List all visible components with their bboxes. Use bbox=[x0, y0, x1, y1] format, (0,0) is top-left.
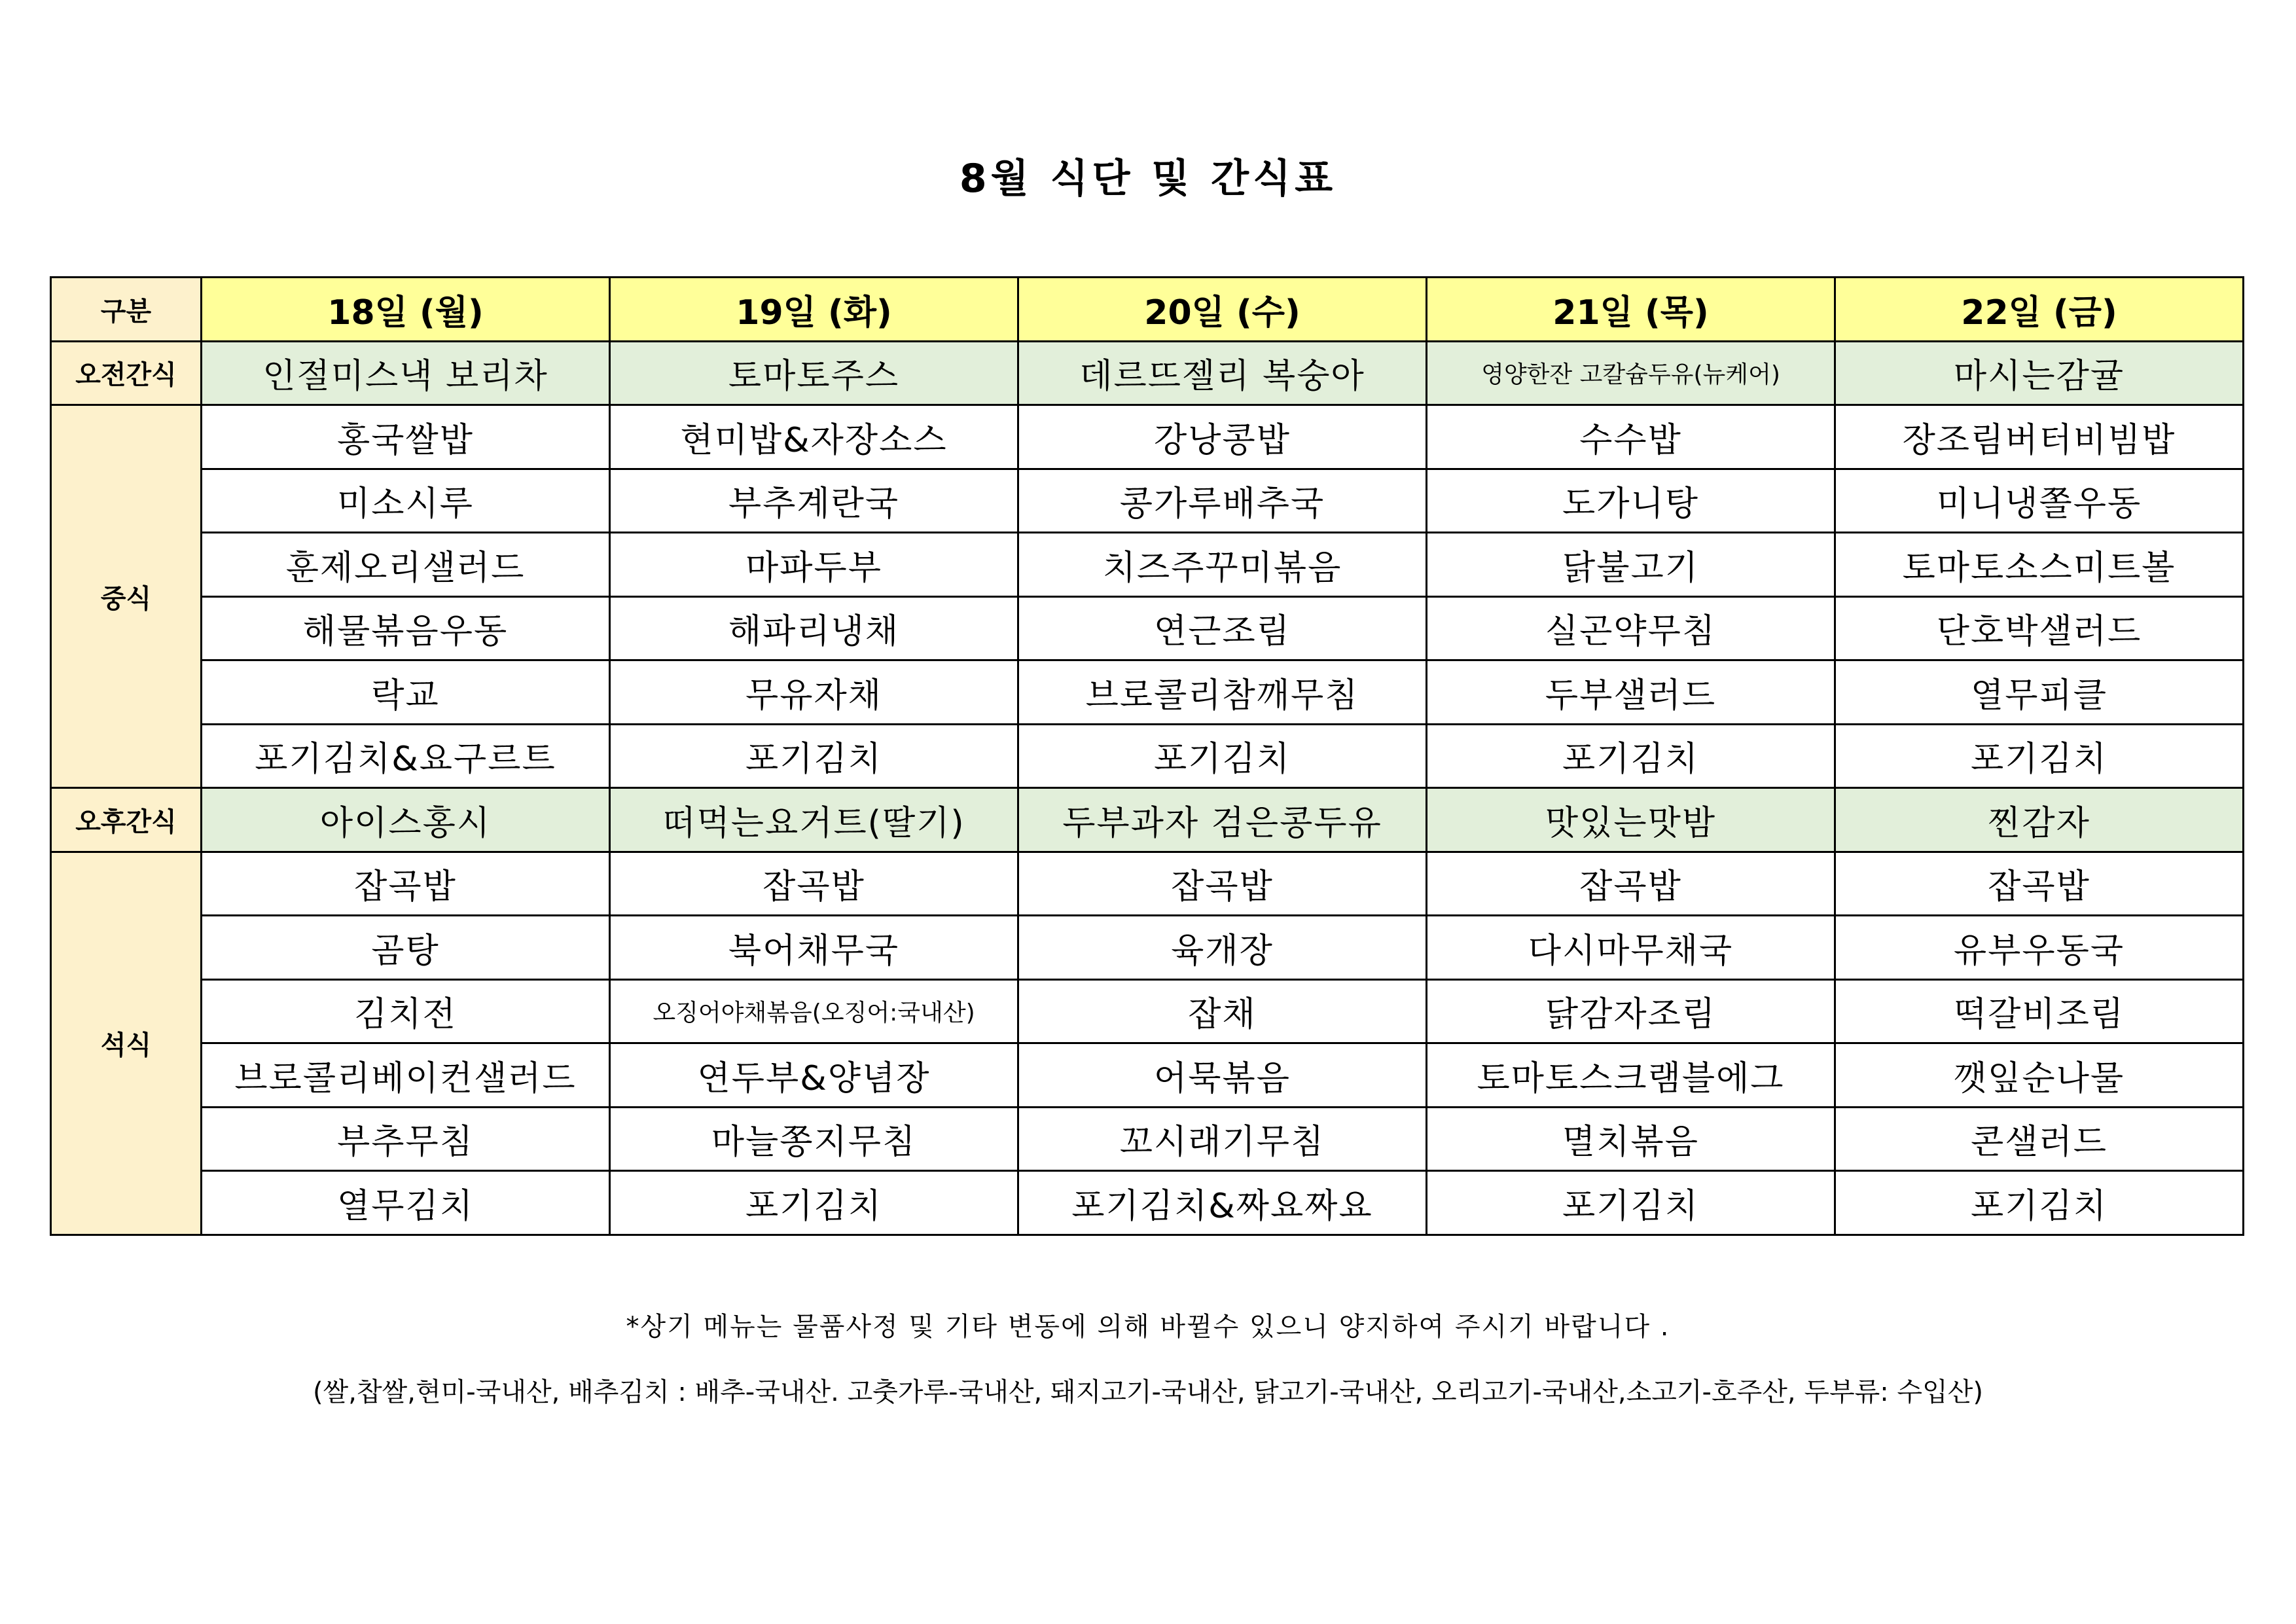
dinner-cell: 떡갈비조림 bbox=[1835, 979, 2244, 1043]
dinner-cell: 부추무침 bbox=[202, 1107, 610, 1171]
lunch-row bbox=[51, 660, 2244, 725]
day-header-wed: 20일 (수) bbox=[1018, 278, 1427, 342]
lunch-row bbox=[51, 469, 2244, 533]
dinner-cell: 김치전 bbox=[202, 979, 610, 1043]
menu-table bbox=[50, 276, 2244, 1236]
lunch-cell: 콩가루배추국 bbox=[1018, 469, 1427, 533]
afternoon-snack-cell: 맛있는맛밤 bbox=[1427, 788, 1835, 852]
lunch-cell: 강낭콩밥 bbox=[1018, 405, 1427, 469]
origin-text: (쌀,찹쌀,현미-국내산, 배추김치 : 배추-국내산. 고춧가루-국내산, 돼지고기-국내산, 닭고기-국내산, 오리고기-국내산,소고기-호주산, 두부류: 수입산) bbox=[313, 1377, 1983, 1407]
dinner-cell: 잡곡밥 bbox=[1835, 852, 2244, 916]
dinner-cell: 유부우동국 bbox=[1835, 916, 2244, 980]
afternoon-snack-label: 오후간식 bbox=[51, 788, 202, 852]
lunch-cell: 닭불고기 bbox=[1427, 533, 1835, 597]
lunch-cell: 토마토소스미트볼 bbox=[1835, 533, 2244, 597]
lunch-row bbox=[51, 596, 2244, 660]
dinner-row bbox=[51, 1043, 2244, 1108]
lunch-cell: 포기김치 bbox=[1835, 724, 2244, 788]
header-row bbox=[51, 278, 2244, 342]
lunch-cell: 포기김치&요구르트 bbox=[202, 724, 610, 788]
day-header-thu: 21일 (목) bbox=[1427, 278, 1835, 342]
dinner-cell: 잡곡밥 bbox=[610, 852, 1018, 916]
dinner-cell: 잡곡밥 bbox=[1018, 852, 1427, 916]
lunch-cell: 수수밥 bbox=[1427, 405, 1835, 469]
lunch-cell: 홍국쌀밥 bbox=[202, 405, 610, 469]
dinner-cell: 포기김치&짜요짜요 bbox=[1018, 1171, 1427, 1235]
page-title: 8월 식단 및 간식표 bbox=[959, 156, 1337, 202]
lunch-cell: 포기김치 bbox=[1427, 724, 1835, 788]
dinner-row bbox=[51, 916, 2244, 980]
lunch-cell: 현미밥&자장소스 bbox=[610, 405, 1018, 469]
morning-snack-row bbox=[51, 341, 2244, 405]
morning-snack-cell: 데르뜨젤리 복숭아 bbox=[1018, 341, 1427, 405]
lunch-cell: 단호박샐러드 bbox=[1835, 596, 2244, 660]
dinner-cell: 포기김치 bbox=[1427, 1171, 1835, 1235]
lunch-cell: 실곤약무침 bbox=[1427, 596, 1835, 660]
lunch-cell: 락교 bbox=[202, 660, 610, 725]
day-header-fri: 22일 (금) bbox=[1835, 278, 2244, 342]
dinner-cell: 콘샐러드 bbox=[1835, 1107, 2244, 1171]
lunch-cell: 미니냉쫄우동 bbox=[1835, 469, 2244, 533]
dinner-cell: 연두부&양념장 bbox=[610, 1043, 1018, 1108]
afternoon-snack-row bbox=[51, 788, 2244, 852]
lunch-cell: 해물볶음우동 bbox=[202, 596, 610, 660]
lunch-row bbox=[51, 533, 2244, 597]
afternoon-snack-cell: 두부과자 검은콩두유 bbox=[1018, 788, 1427, 852]
day-header-mon: 18일 (월) bbox=[202, 278, 610, 342]
dinner-cell: 오징어야채볶음(오징어:국내산) bbox=[610, 979, 1018, 1043]
lunch-cell: 해파리냉채 bbox=[610, 596, 1018, 660]
morning-snack-cell: 마시는감귤 bbox=[1835, 341, 2244, 405]
lunch-cell: 무유자채 bbox=[610, 660, 1018, 725]
lunch-cell: 두부샐러드 bbox=[1427, 660, 1835, 725]
dinner-cell: 브로콜리베이컨샐러드 bbox=[202, 1043, 610, 1108]
afternoon-snack-cell: 찐감자 bbox=[1835, 788, 2244, 852]
lunch-cell: 치즈주꾸미볶음 bbox=[1018, 533, 1427, 597]
dinner-cell: 잡채 bbox=[1018, 979, 1427, 1043]
dinner-cell: 토마토스크램블에그 bbox=[1427, 1043, 1835, 1108]
dinner-cell: 꼬시래기무침 bbox=[1018, 1107, 1427, 1171]
dinner-cell: 곰탕 bbox=[202, 916, 610, 980]
dinner-row bbox=[51, 1171, 2244, 1235]
morning-snack-cell: 영양한잔 고칼슘두유(뉴케어) bbox=[1427, 341, 1835, 405]
morning-snack-cell: 인절미스낵 보리차 bbox=[202, 341, 610, 405]
lunch-cell: 포기김치 bbox=[1018, 724, 1427, 788]
dinner-cell: 포기김치 bbox=[610, 1171, 1018, 1235]
lunch-cell: 훈제오리샐러드 bbox=[202, 533, 610, 597]
dinner-row bbox=[51, 1107, 2244, 1171]
lunch-label: 중식 bbox=[51, 405, 202, 788]
afternoon-snack-cell: 아이스홍시 bbox=[202, 788, 610, 852]
dinner-row bbox=[51, 852, 2244, 916]
lunch-cell: 포기김치 bbox=[610, 724, 1018, 788]
dinner-cell: 다시마무채국 bbox=[1427, 916, 1835, 980]
day-header-tue: 19일 (화) bbox=[610, 278, 1018, 342]
lunch-cell: 도가니탕 bbox=[1427, 469, 1835, 533]
notice-text: *상기 메뉴는 물품사정 및 기타 변동에 의해 바뀔수 있으니 양지하여 주시기 바랍니다 . bbox=[626, 1312, 1670, 1342]
morning-snack-cell: 토마토주스 bbox=[610, 341, 1018, 405]
lunch-cell: 연근조림 bbox=[1018, 596, 1427, 660]
dinner-cell: 포기김치 bbox=[1835, 1171, 2244, 1235]
dinner-cell: 북어채무국 bbox=[610, 916, 1018, 980]
dinner-cell: 잡곡밥 bbox=[202, 852, 610, 916]
dinner-row bbox=[51, 979, 2244, 1043]
morning-snack-label: 오전간식 bbox=[51, 341, 202, 405]
lunch-cell: 열무피클 bbox=[1835, 660, 2244, 725]
dinner-cell: 멸치볶음 bbox=[1427, 1107, 1835, 1171]
dinner-cell: 깻잎순나물 bbox=[1835, 1043, 2244, 1108]
dinner-cell: 열무김치 bbox=[202, 1171, 610, 1235]
dinner-label: 석식 bbox=[51, 852, 202, 1235]
lunch-cell: 마파두부 bbox=[610, 533, 1018, 597]
lunch-cell: 장조림버터비빔밥 bbox=[1835, 405, 2244, 469]
dinner-cell: 마늘쫑지무침 bbox=[610, 1107, 1018, 1171]
header-label: 구분 bbox=[51, 278, 202, 342]
lunch-cell: 미소시루 bbox=[202, 469, 610, 533]
lunch-cell: 부추계란국 bbox=[610, 469, 1018, 533]
dinner-cell: 잡곡밥 bbox=[1427, 852, 1835, 916]
dinner-cell: 닭감자조림 bbox=[1427, 979, 1835, 1043]
lunch-row bbox=[51, 724, 2244, 788]
lunch-cell: 브로콜리참깨무침 bbox=[1018, 660, 1427, 725]
dinner-cell: 어묵볶음 bbox=[1018, 1043, 1427, 1108]
lunch-row bbox=[51, 405, 2244, 469]
afternoon-snack-cell: 떠먹는요거트(딸기) bbox=[610, 788, 1018, 852]
dinner-cell: 육개장 bbox=[1018, 916, 1427, 980]
